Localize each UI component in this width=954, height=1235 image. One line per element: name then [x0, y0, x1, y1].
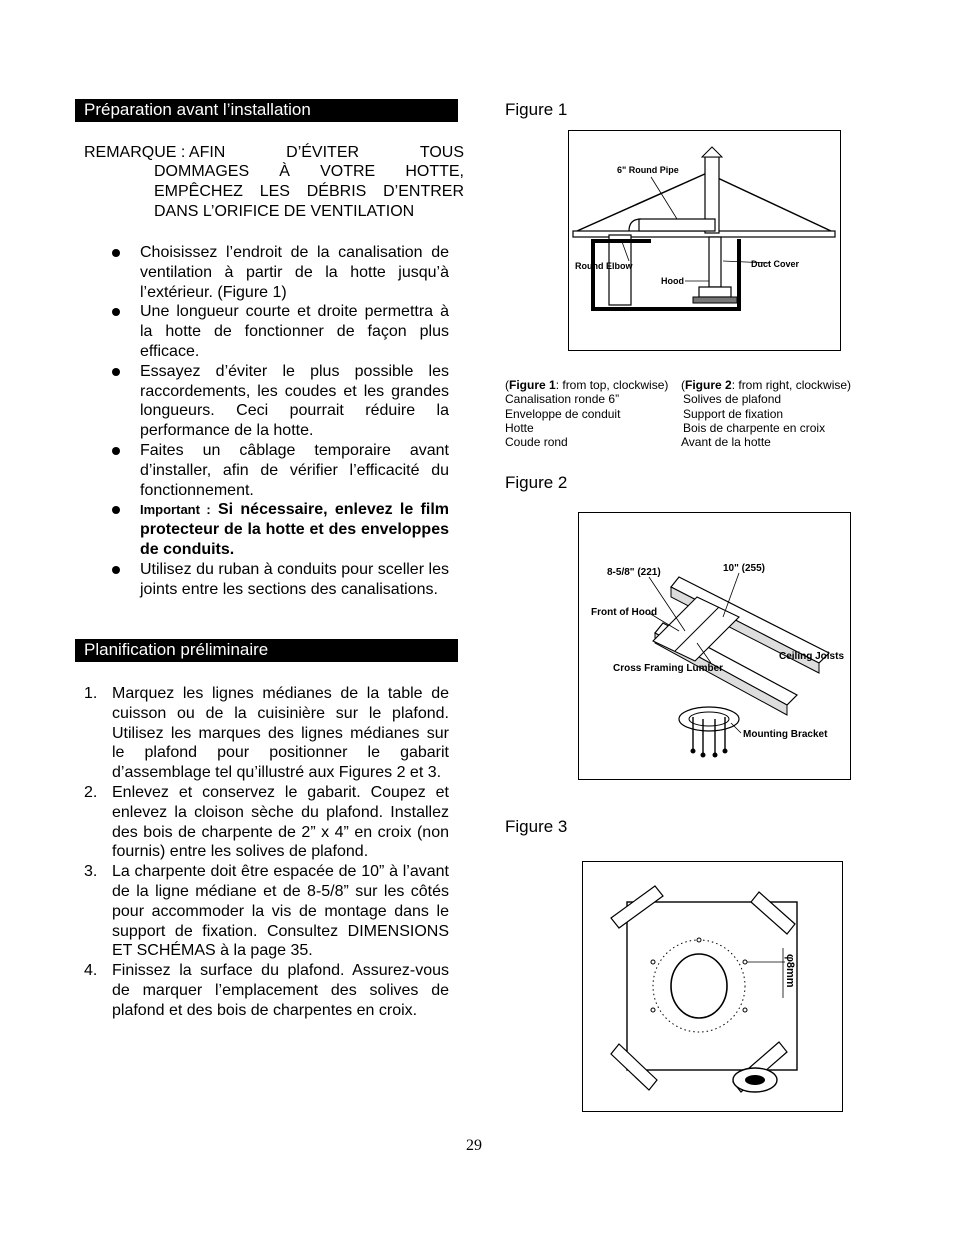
legend-right-item: Solives de plafond: [683, 392, 782, 407]
step-number: 2.: [84, 783, 98, 801]
step-number: 1.: [84, 685, 98, 702]
section-header-preparation: Préparation avant l’installation: [75, 99, 458, 122]
legend-right-title: (Figure 2: from right, clockwise): [681, 378, 852, 392]
figure-2-label: Figure 2: [505, 473, 568, 492]
figure-legend: [505, 378, 865, 452]
figure-2-callout-dim2: 10" (255): [723, 563, 765, 574]
step-item: [84, 862, 449, 961]
remark-rest: DOMMAGES À VOTRE HOTTE, EMPÊCHEZ LES DÉBRIS D’ENTRER DANS L’ORIFICE DE VENTILATION: [154, 163, 464, 220]
legend-right: [681, 378, 851, 449]
figure-2-drawing: [579, 513, 849, 778]
legend-left-item: Enveloppe de conduit: [505, 406, 621, 421]
figure-1-illustration: [568, 130, 841, 351]
figure-3-callout-diameter: φ8mm: [784, 954, 796, 988]
bullet-item: Faites un câblage temporaire avant d’installer, afin de vérifier l’efficacité du fonctionnement.: [112, 441, 449, 500]
step-number: 3.: [84, 863, 98, 881]
figure-1-callout-hood: Hood: [661, 276, 684, 286]
important-text: Si nécessaire, enlevez le film protecteur de la hotte et des enveloppes de conduits.: [140, 501, 449, 558]
figure-2-callout-bracket: Mounting Bracket: [743, 729, 828, 740]
legend-right-item: Bois de charpente en croix: [683, 420, 826, 435]
steps-list: [84, 684, 449, 1021]
legend-left-item: Hotte: [505, 420, 534, 435]
figure-2-callout-lumber: Cross Framing Lumber: [613, 663, 724, 674]
step-text: La charpente doit être espacée de 10” à l’avant de la ligne médiane et de 8-5/8” sur les côtés pour accommoder la vis de montage dans le support de fixation. Consultez DIMENSIONS ET SCHÉMAS à la page 35.: [112, 863, 449, 960]
important-label: Important :: [140, 502, 211, 518]
step-item: [84, 961, 449, 1020]
figure-1-drawing: [569, 131, 839, 349]
figure-2-illustration: [578, 512, 851, 780]
step-number: 4.: [84, 962, 98, 980]
figure-3-label: Figure 3: [505, 817, 568, 836]
figure-2-callout-front: Front of Hood: [591, 607, 658, 618]
step-text: Marquez les lignes médianes de la table de cuisson ou de la cuisinière sur le plafond. Utilisez les marques des lignes médianes sur le plafond pour positionner le gabarit d’assemblage tel qu’illustré aux Figures 2 et 3.: [112, 685, 449, 782]
remark-word-2: D’ÉVITER: [286, 144, 360, 161]
remark-word-3: TOUS: [419, 144, 464, 161]
figure-1-callout-duct: Duct Cover: [751, 259, 800, 269]
bullet-list: [112, 243, 449, 599]
legend-right-item: Avant de la hotte: [681, 435, 771, 450]
figure-1-label: Figure 1: [505, 100, 568, 119]
legend-left-item: Coude rond: [505, 435, 568, 450]
figure-3-illustration: [582, 861, 843, 1112]
figure-2-callout-dim1: 8-5/8" (221): [607, 567, 661, 578]
bullet-item: Choisissez l’endroit de la canalisation de ventilation à partir de la hotte jusqu’à l’extérieur. (Figure 1): [112, 243, 449, 302]
step-text: Enlevez et conservez le gabarit. Coupez et enlevez la cloison sèche du plafond. Installez des bois de charpente de 2” x 4” en croix (non fournis) entre les solives de plafond.: [112, 783, 449, 861]
remark-word-1: REMARQUE : AFIN: [84, 144, 226, 161]
figure-3-drawing: [583, 862, 841, 1110]
remark-note: [84, 144, 464, 221]
legend-left-item: Canalisation ronde 6”: [505, 392, 620, 407]
figure-1-callout-elbow: Round Elbow: [575, 261, 633, 271]
legend-left: [505, 378, 668, 449]
figure-1-callout-pipe: 6" Round Pipe: [617, 165, 679, 175]
page-number: 29: [466, 1137, 482, 1154]
step-text: Finissez la surface du plafond. Assurez-vous de marquer l’emplacement des solives de plafond et des bois de charpentes en croix.: [112, 962, 449, 1019]
step-item: [84, 783, 449, 862]
section-header-planning: Planification préliminaire: [75, 639, 458, 662]
bullet-item: Une longueur courte et droite permettra à la hotte de fonctionner de façon plus efficace.: [112, 302, 449, 361]
bullet-item: Essayez d’éviter le plus possible les raccordements, les coudes et les grandes longueurs. Ceci pourrait réduire la performance de la hotte.: [112, 362, 449, 441]
bullet-item-important: [112, 500, 449, 559]
legend-left-title: (Figure 1: from top, clockwise): [505, 378, 669, 392]
legend-right-item: Support de fixation: [683, 406, 784, 421]
bullet-item: Utilisez du ruban à conduits pour sceller les joints entre les sections des canalisations.: [112, 560, 449, 600]
figure-2-callout-joists: Ceiling Joists: [779, 651, 845, 662]
step-item: [84, 684, 449, 783]
